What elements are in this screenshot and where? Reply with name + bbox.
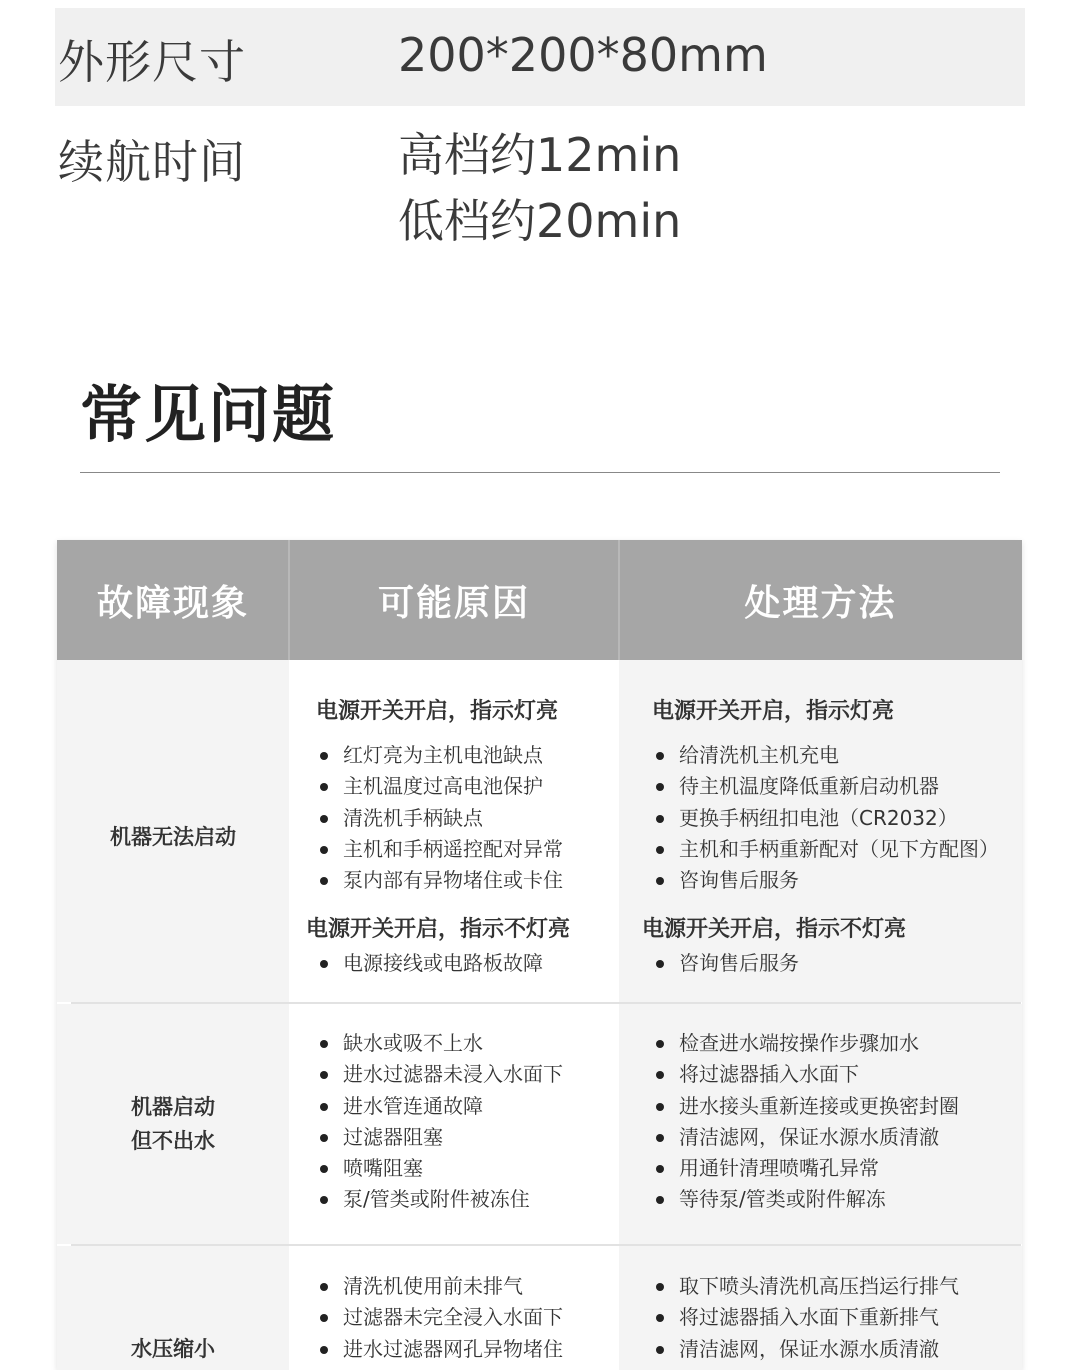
spec-label-dimensions: 外形尺寸 [58,35,246,89]
list-item: 给清洗机主机充电 [653,740,999,771]
faq-table [57,540,1022,1370]
solution-group-heading: 电源开关开启，指示不灯亮 [642,917,907,942]
list-item: 进水管连通故障 [317,1091,563,1122]
symptom-line: 机器启动 [131,1095,215,1119]
solution-group-heading: 电源开关开启，指示灯亮 [652,699,895,724]
list-item: 泵/管类或附件被冻住 [317,1184,563,1215]
spec-value-runtime-low: 低档约20min [398,194,682,248]
cause-list [317,948,543,979]
spec-value-runtime-high: 高档约12min [398,128,682,182]
list-item: 取下喷头清洗机高压挡运行排气 [653,1271,959,1302]
list-item: 等待泵/管类或附件解冻 [653,1184,959,1215]
symptom-text: 机器无法启动 [110,825,236,849]
cause-list [317,1271,563,1365]
list-item: 更换手柄纽扣电池（CR2032） [653,803,999,834]
faq-title: 常见问题 [80,378,337,451]
list-item: 清洗机使用前未排气 [317,1271,563,1302]
list-item: 电源接线或电路板故障 [317,948,543,979]
list-item: 主机温度过高电池保护 [317,771,563,802]
list-item: 咨询售后服务 [653,865,999,896]
solution-list [653,1271,959,1365]
solution-list [653,740,999,896]
spec-value-dimensions: 200*200*80mm [398,28,768,82]
list-item: 过滤器阻塞 [317,1122,563,1153]
faq-title-divider [80,472,1000,473]
solution-list [653,948,799,979]
solution-list [653,1028,959,1216]
list-item: 清洁滤网，保证水源水质清澈 [653,1122,959,1153]
header-symptom: 故障现象 [96,582,249,624]
list-item: 将过滤器插入水面下 [653,1059,959,1090]
list-item: 红灯亮为主机电池缺点 [317,740,563,771]
list-item: 主机和手柄重新配对（见下方配图） [653,834,999,865]
symptom-text [57,1090,289,1158]
list-item: 咨询售后服务 [653,948,799,979]
header-cause: 可能原因 [377,582,530,624]
spec-label-runtime: 续航时间 [58,135,246,189]
list-item: 缺水或吸不上水 [317,1028,563,1059]
list-item: 过滤器未完全浸入水面下 [317,1302,563,1333]
list-item: 泵内部有异物堵住或卡住 [317,865,563,896]
symptom-text: 水压缩小 [131,1337,215,1361]
list-item: 主机和手柄遥控配对异常 [317,834,563,865]
symptom-line: 但不出水 [131,1129,215,1153]
cause-group-heading: 电源开关开启，指示不灯亮 [306,917,571,942]
list-item: 清洗机手柄缺点 [317,803,563,834]
cause-group-heading: 电源开关开启，指示灯亮 [316,699,559,724]
list-item: 进水过滤器网孔异物堵住 [317,1334,563,1365]
cause-list [317,740,563,896]
cause-list [317,1028,563,1216]
list-item: 进水接头重新连接或更换密封圈 [653,1091,959,1122]
list-item: 检查进水端按操作步骤加水 [653,1028,959,1059]
faq-table-header [57,540,1022,660]
list-item: 用通针清理喷嘴孔异常 [653,1153,959,1184]
list-item: 清洁滤网，保证水源水质清澈 [653,1334,959,1365]
list-item: 将过滤器插入水面下重新排气 [653,1302,959,1333]
list-item: 进水过滤器未浸入水面下 [317,1059,563,1090]
list-item: 待主机温度降低重新启动机器 [653,771,999,802]
header-solution: 处理方法 [744,582,897,624]
list-item: 喷嘴阻塞 [317,1153,563,1184]
